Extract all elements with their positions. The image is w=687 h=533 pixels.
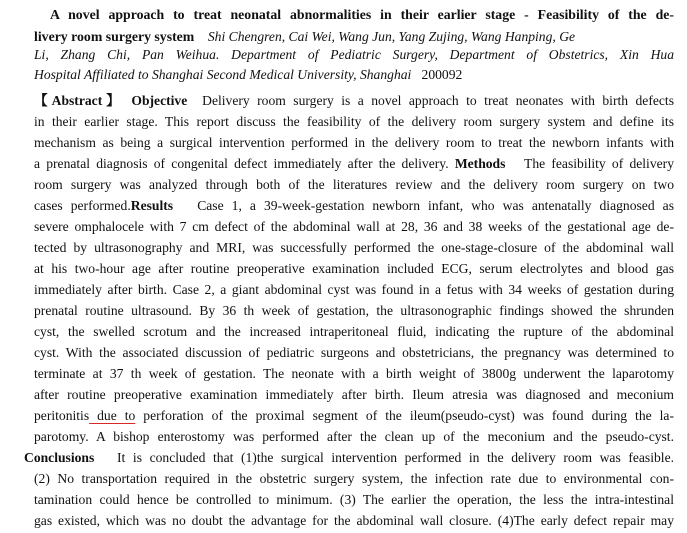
results-text: Case 1, a 39-week-gestation newborn infant, who was antenatally diagnosed as bbox=[197, 198, 674, 213]
results-text: tected by ultrasonography and MRI, was successfully performed the one-stage-closure of the abdominal wall bbox=[34, 240, 674, 255]
conclusions-text: (2) No transportation required in the obstetric surgery system, the infection rate due to environmental con- bbox=[34, 471, 674, 486]
results-text: immediately after birth. Case 2, a giant abdominal cyst was found in a fetus with 34 weeks of gestation during bbox=[34, 282, 674, 297]
results-text: after routine preoperative examination immediately after birth. Ileum atresia was diagnosed and meconium bbox=[34, 387, 674, 402]
methods-text: cases performed. bbox=[34, 198, 131, 213]
postcode: 200092 bbox=[421, 67, 463, 82]
results-text: at his two-hour age after routine preoperative examination included ECG, serum electrolytes and blood gas bbox=[34, 261, 674, 276]
red-underline-annotation: due to bbox=[89, 408, 136, 423]
results-text: prenatal routine ultrasound. By 36 th week of gestation, the ultrasonographic findings showed the shrunden bbox=[34, 303, 674, 318]
results-text: terminate at 37 th week of gestation. The neonate with a birth weight of 3800g underwent the laparotomy bbox=[34, 366, 674, 381]
results-text: peritonitis bbox=[34, 408, 90, 423]
methods-text: The feasibility of delivery bbox=[524, 156, 674, 171]
objective-text: a prenatal diagnosis of congenital defect immediately after the delivery. bbox=[34, 156, 449, 171]
results-text: cyst, the swelled scrotum and the increased intraperitoneal fluid, indicating the rupture of the abdominal bbox=[34, 324, 674, 339]
results-text: severe omphalocele with 7 cm defect of the abdominal wall at 28, 36 and 38 weeks of the gestational age de- bbox=[34, 219, 674, 234]
authors-line-4 bbox=[34, 63, 674, 87]
paper-title-continued: livery room surgery system bbox=[34, 29, 195, 44]
conclusions-text: tamination could hence be controlled to minimum. (3) The earlier the operation, the less the intra-intestinal bbox=[34, 492, 674, 507]
hospital-affiliation: Hospital Affiliated to Shanghai Second Medical University, Shanghai bbox=[34, 67, 412, 82]
objective-text: mechanism as being a surgical intervention performed in the delivery room to treat the newborn infants with bbox=[34, 135, 674, 150]
conclusions-label: Conclusions bbox=[24, 450, 95, 465]
results-text: parotomy. A bishop enterostomy was performed after the clean up of the meconium and the pseudo-cyst. bbox=[34, 429, 674, 444]
conclusions-text: It is concluded that (1)the surgical intervention performed in the delivery room was feasible. bbox=[117, 450, 674, 465]
results-text: cyst. With the associated discussion of pediatric surgeons and obstetricians, the pregnancy was determined to bbox=[34, 345, 674, 360]
paper-title: A novel approach to treat neonatal abnormalities in their earlier stage - Feasibility of the de- bbox=[50, 7, 674, 22]
methods-label: Methods bbox=[454, 156, 506, 171]
results-label: Results bbox=[130, 198, 174, 213]
results-text: perforation of the proximal segment of the ileum(pseudo-cyst) was found during the la- bbox=[135, 408, 674, 423]
abstract-line-21 bbox=[34, 509, 674, 533]
title-line-1 bbox=[50, 3, 674, 27]
objective-text: in their earlier stage. This report discuss the feasibility of the delivery room surgery system and define its bbox=[34, 114, 674, 129]
authors: Shi Chengren, Cai Wei, Wang Jun, Yang Zujing, Wang Hanping, Ge bbox=[207, 29, 576, 44]
methods-text: room surgery was analyzed through both of the literatures review and the delivery room surgery on two bbox=[34, 177, 674, 192]
conclusions-text: gas existed, which was no doubt the advantage for the abdominal wall closure. (4)The early defect repair may bbox=[34, 513, 674, 528]
objective-text: Delivery room surgery is a novel approach to treat neonates with birth defects bbox=[202, 93, 674, 108]
objective-label: Objective bbox=[131, 93, 188, 108]
authors-affiliation: Li, Zhang Chi, Pan Weihua. Department of Pediatric Surgery, Department of Obstetrics, Xin Hua bbox=[34, 47, 674, 62]
abstract-label: 【Abstract】 bbox=[34, 93, 124, 108]
